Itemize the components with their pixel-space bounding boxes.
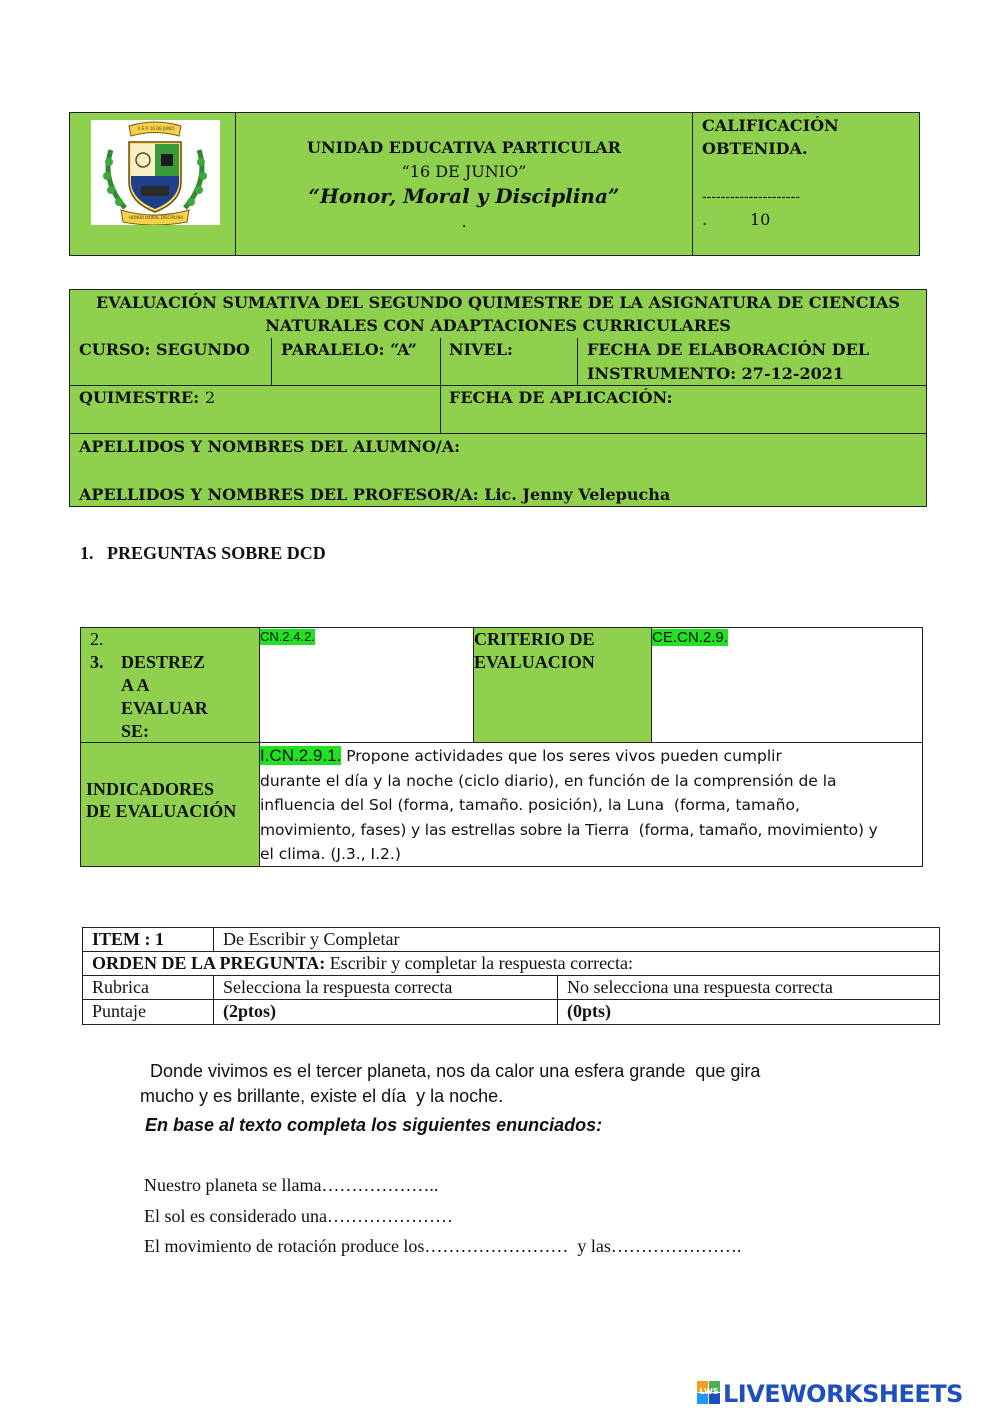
indicadores-label-1: INDICADORES	[86, 779, 215, 799]
eval-title-line-2: NATURALES CON ADAPTACIONES CURRICULARES	[265, 316, 731, 335]
lws-badge-letters: LWS	[699, 1387, 719, 1396]
orden-label: ORDEN DE LA PREGUNTA:	[92, 953, 326, 973]
brand-name: LIVEWORKSHEETS	[723, 1380, 963, 1408]
info-divider-v3	[577, 338, 578, 386]
destreza-code: CN.2.4.2.	[260, 629, 315, 644]
logo-cell	[70, 113, 236, 255]
destreza-label-3: EVALUAR	[121, 698, 208, 718]
indicator-line-5: el clima. (J.3., I.2.)	[260, 845, 401, 864]
school-motto: “Honor, Moral y Disciplina”	[308, 184, 620, 208]
orden-text: Escribir y completar la respuesta correcta:	[325, 953, 634, 973]
criterio-code: CE.CN.2.9.	[652, 629, 728, 646]
dcd-divider-h1	[81, 742, 922, 743]
logo-bottom-text: HONOR MORAL DISCIPLINA	[128, 215, 184, 220]
school-name: UNIDAD EDUCATIVA PARTICULAR	[307, 138, 621, 157]
logo-top-text: U.E.P. 16 DE JUNIO	[137, 126, 175, 131]
item-row-2	[83, 952, 939, 975]
destreza-label-4: SE:	[121, 721, 150, 741]
school-header-table	[69, 112, 920, 256]
grade-label-2: OBTENIDA.	[702, 139, 808, 158]
indicator-line-4: movimiento, fases) y las estrellas sobre la Tierra (forma, tamaño, movimiento) y	[260, 820, 878, 839]
destreza-label-cell	[81, 628, 259, 743]
grade-value: 10	[750, 210, 771, 229]
fecha-elaboracion-line-2: INSTRUMENTO: 27-12-2021	[587, 364, 845, 383]
section-heading: 1. PREGUNTAS SOBRE DCD	[80, 543, 326, 563]
indicator-line-3: influencia del Sol (forma, tamaño. posición), la Luna (forma, tamaño,	[260, 796, 800, 815]
quimestre-value: 2	[205, 388, 216, 407]
question-2: El sol es considerado una…………………	[144, 1206, 453, 1226]
item-row-1	[83, 928, 939, 951]
passage-line-1: Donde vivimos es el tercer planeta, nos da calor una esfera grande que gira	[140, 1061, 761, 1081]
indicadores-label-2: DE EVALUACIÓN	[86, 801, 237, 821]
indicator-line-2: durante el día y la noche (ciclo diario), en función de la comprensión de la	[260, 771, 837, 790]
item-row-3	[83, 976, 939, 999]
fecha-elaboracion-line-1: FECHA DE ELABORACIÓN DEL	[587, 340, 870, 359]
rubrica-correct: Selecciona la respuesta correcta	[223, 977, 453, 997]
quimestre-label: QUIMESTRE:	[79, 388, 200, 407]
info-divider-v1	[271, 338, 272, 386]
list-number-2: 2.	[90, 629, 104, 649]
indicator-line-1	[260, 744, 922, 769]
puntaje-label: Puntaje	[92, 1001, 146, 1021]
info-divider-h2	[70, 433, 926, 434]
orden-row	[83, 952, 633, 975]
destreza-label-1: DESTREZ	[121, 652, 206, 672]
dcd-table	[80, 627, 923, 867]
item-table	[82, 927, 940, 1025]
indicator-text	[260, 744, 922, 867]
liveworksheets-logo[interactable]	[697, 1379, 997, 1409]
school-date: “16 DE JUNIO”	[401, 162, 527, 181]
grade-prefix: .	[702, 210, 708, 229]
criterio-label-1: CRITERIO DE	[474, 629, 595, 649]
lws-badge-icon	[697, 1381, 721, 1405]
grade-cell	[693, 113, 919, 255]
indicator-code: I.CN.2.9.1.	[260, 746, 342, 765]
indicator-line-1-text: Propone actividades que los seres vivos pueden cumplir	[341, 747, 782, 765]
fecha-aplicacion-label: FECHA DE APLICACIÓN:	[449, 388, 673, 407]
school-dot: .	[461, 212, 467, 231]
grade-dashes: ---------------------	[702, 188, 800, 204]
paralelo-label: PARALELO: “A”	[281, 340, 417, 359]
grade-label-1: CALIFICACIÓN	[702, 116, 839, 135]
item-label: ITEM : 1	[92, 929, 164, 949]
profesor-label: APELLIDOS Y NOMBRES DEL PROFESOR/A: Lic. Jenny Velepucha	[79, 485, 671, 504]
evaluation-info-table	[69, 289, 927, 507]
item-type: De Escribir y Completar	[223, 929, 400, 949]
list-number-3: 3.	[90, 652, 104, 672]
alumno-label: APELLIDOS Y NOMBRES DEL ALUMNO/A:	[79, 437, 461, 456]
passage-instruction: En base al texto completa los siguientes enunciados:	[145, 1115, 603, 1135]
crest-icon	[91, 120, 220, 225]
question-3: El movimiento de rotación produce los…………………… y las………………….	[144, 1236, 742, 1256]
criterio-label-2: EVALUACION	[474, 652, 595, 672]
destreza-label-2: A A	[121, 675, 150, 695]
info-divider-v2	[440, 338, 441, 434]
puntaje-incorrect: (0pts)	[567, 1001, 611, 1021]
eval-title-line-1: EVALUACIÓN SUMATIVA DEL SEGUNDO QUIMESTRE DE LA ASIGNATURA DE CIENCIAS	[96, 293, 900, 312]
school-name-cell	[236, 113, 693, 255]
rubrica-incorrect: No selecciona una respuesta correcta	[567, 977, 833, 997]
puntaje-correct: (2ptos)	[223, 1001, 276, 1021]
passage-line-2: mucho y es brillante, existe el día y la noche.	[140, 1086, 504, 1106]
curso-label: CURSO: SEGUNDO	[79, 340, 250, 359]
nivel-label: NIVEL:	[449, 340, 513, 359]
school-logo	[91, 120, 220, 225]
rubrica-label: Rubrica	[92, 977, 149, 997]
question-1: Nuestro planeta se llama………………..	[144, 1175, 439, 1195]
item-row-4	[83, 1000, 939, 1024]
